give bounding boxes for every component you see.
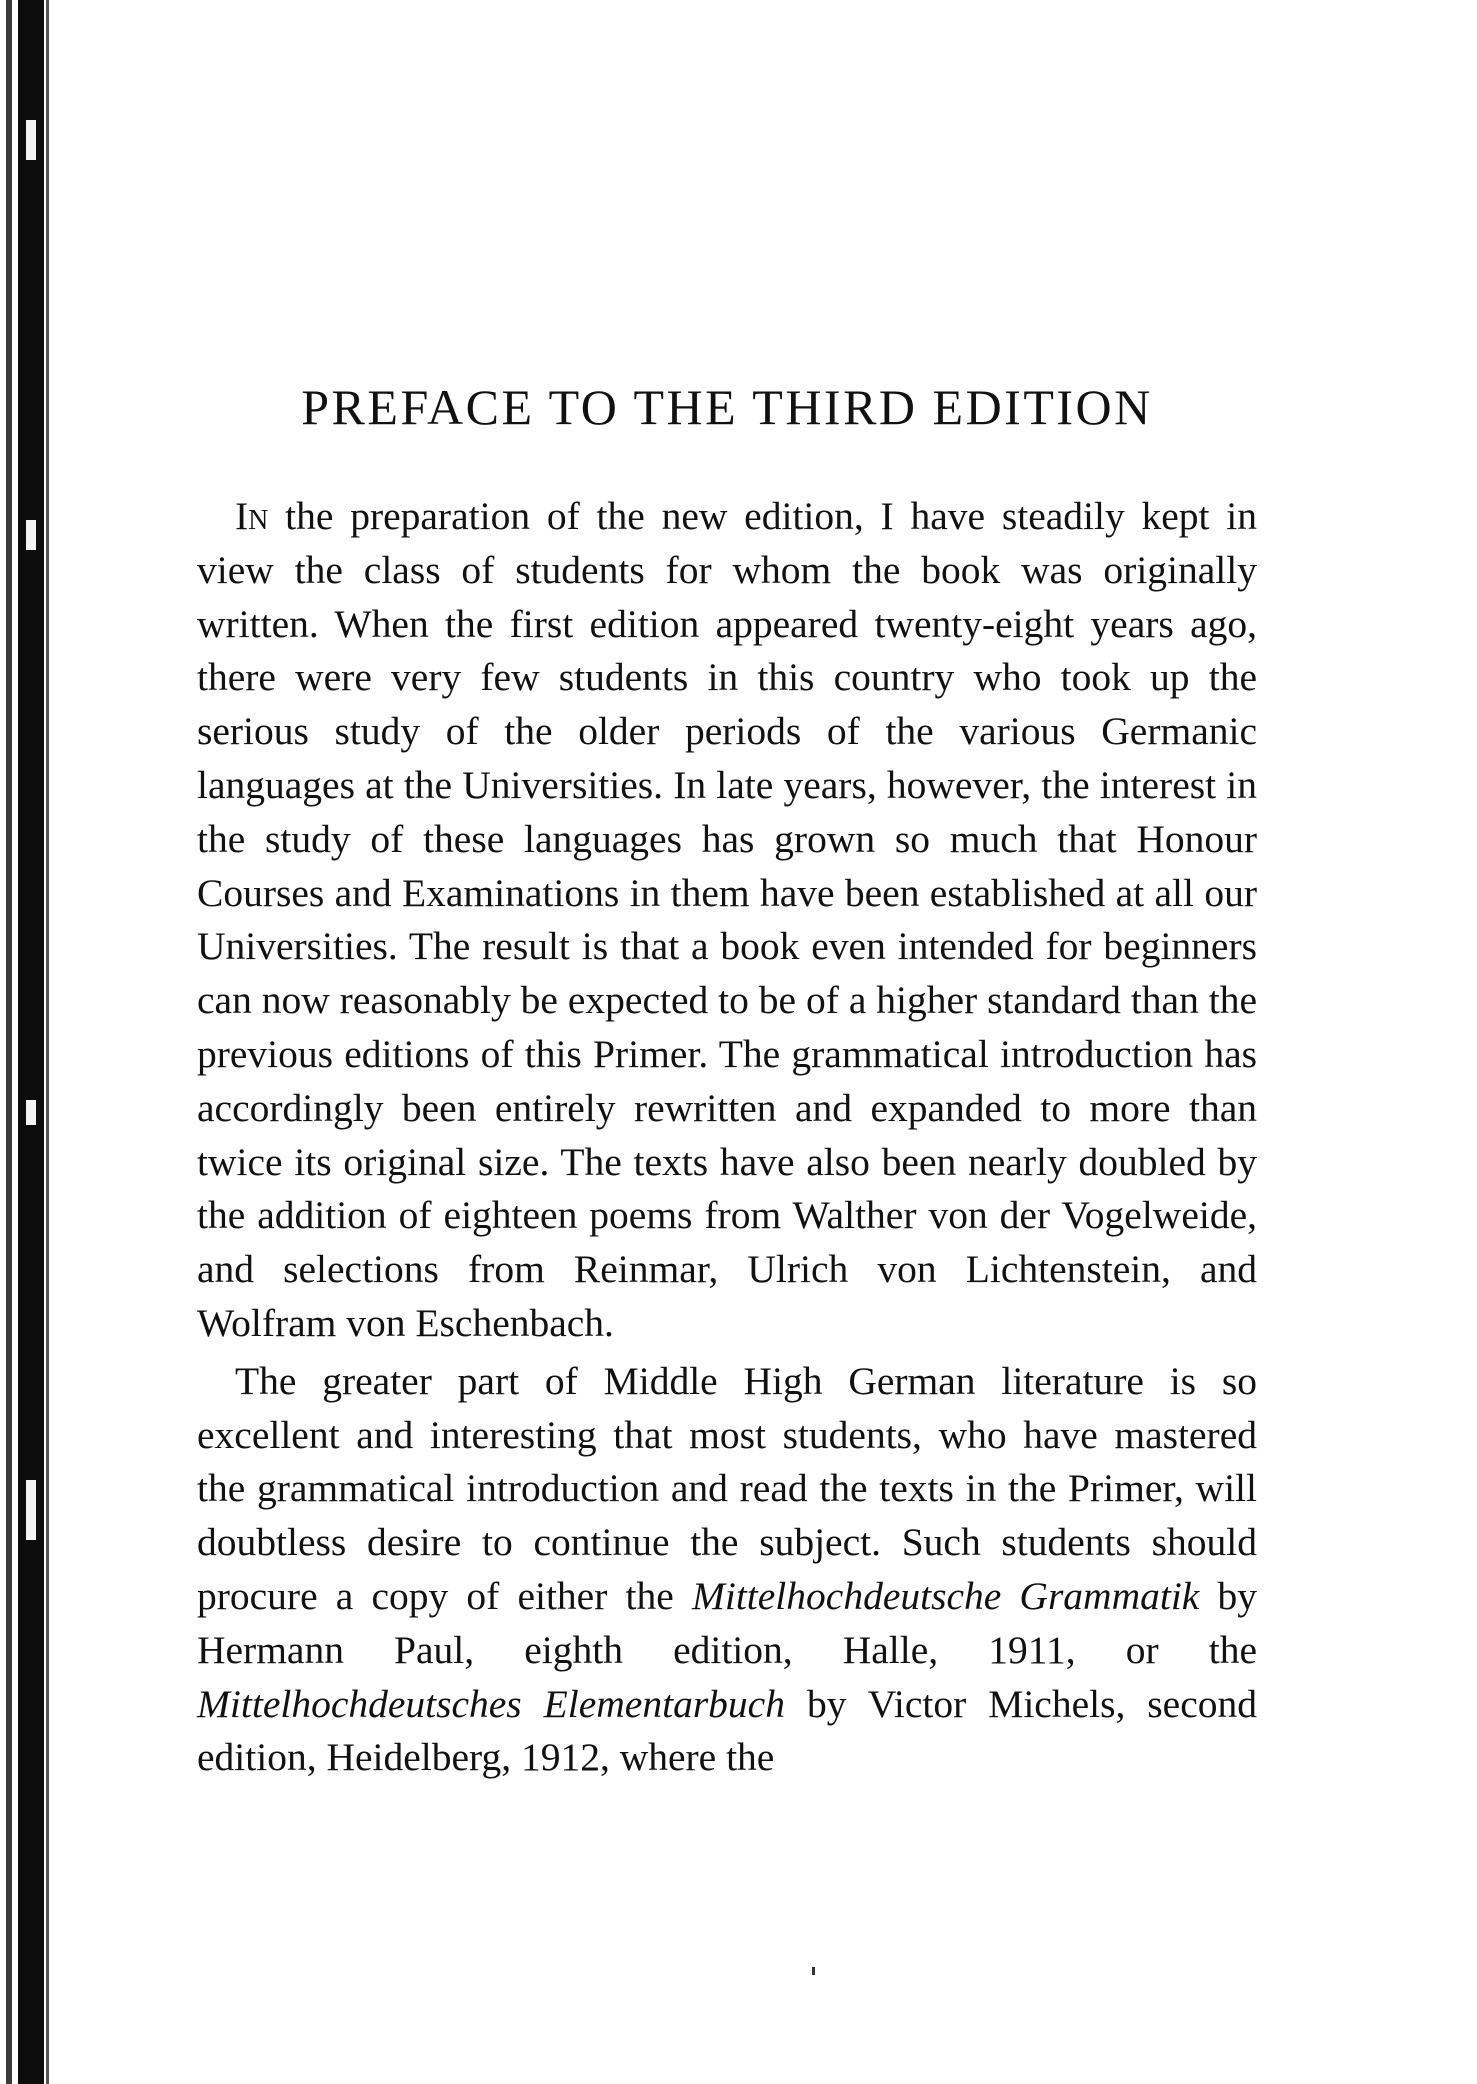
page-speck <box>812 1967 815 1975</box>
preface-page <box>197 379 1258 1785</box>
paragraph-2-text-b: by Hermann Paul, eighth edition, Halle, 1911, or the <box>197 1573 1258 1672</box>
book-title-paul: Mittelhochdeutsche Grammatik <box>691 1573 1200 1618</box>
paragraph-2-text-c: by Victor Michels, second edition, Heidelberg, 1912, where the <box>197 1681 1257 1780</box>
paragraph-2 <box>197 1355 1257 1785</box>
drop-initial: In <box>235 494 269 538</box>
book-binding-edge <box>0 0 58 2084</box>
page-title: PREFACE TO THE THIRD EDITION <box>301 379 1153 435</box>
paragraph-1-text: the preparation of the new edition, I have steadily kept in view the class of students for whom the book was originally written. When the first edition appeared twenty-eight years ago, there were very few students in this country who took up the serious study of the older periods of the various Germanic languages at the Universities. In late years, however, the interest in the study of these languages has grown so much that Honour Courses and Examinations in them have been established at all our Universities. The result is that a book even intended for beginners can now reasonably be expected to be of a higher standard than the previous editions of this Primer. The grammatical introduction has accordingly been entirely rewritten and expanded to more than twice its original size. The texts have also been nearly doubled by the addition of eighteen poems from Walther von der Vogelweide, and selections from Reinmar, Ulrich von Lichtenstein, and Wolfram von Eschenbach. <box>197 494 1258 1345</box>
paragraph-2-text-a: The greater part of Middle High German literature is so excellent and interesting that most students, who have mastered the grammatical introduction and read the texts in the Primer, will doubtless desire to continue the subject. Such students should procure a copy of either the <box>197 1358 1257 1618</box>
paragraph-1 <box>197 490 1257 1351</box>
book-title-michels: Mittelhochdeutsches Elementarbuch <box>197 1681 785 1726</box>
